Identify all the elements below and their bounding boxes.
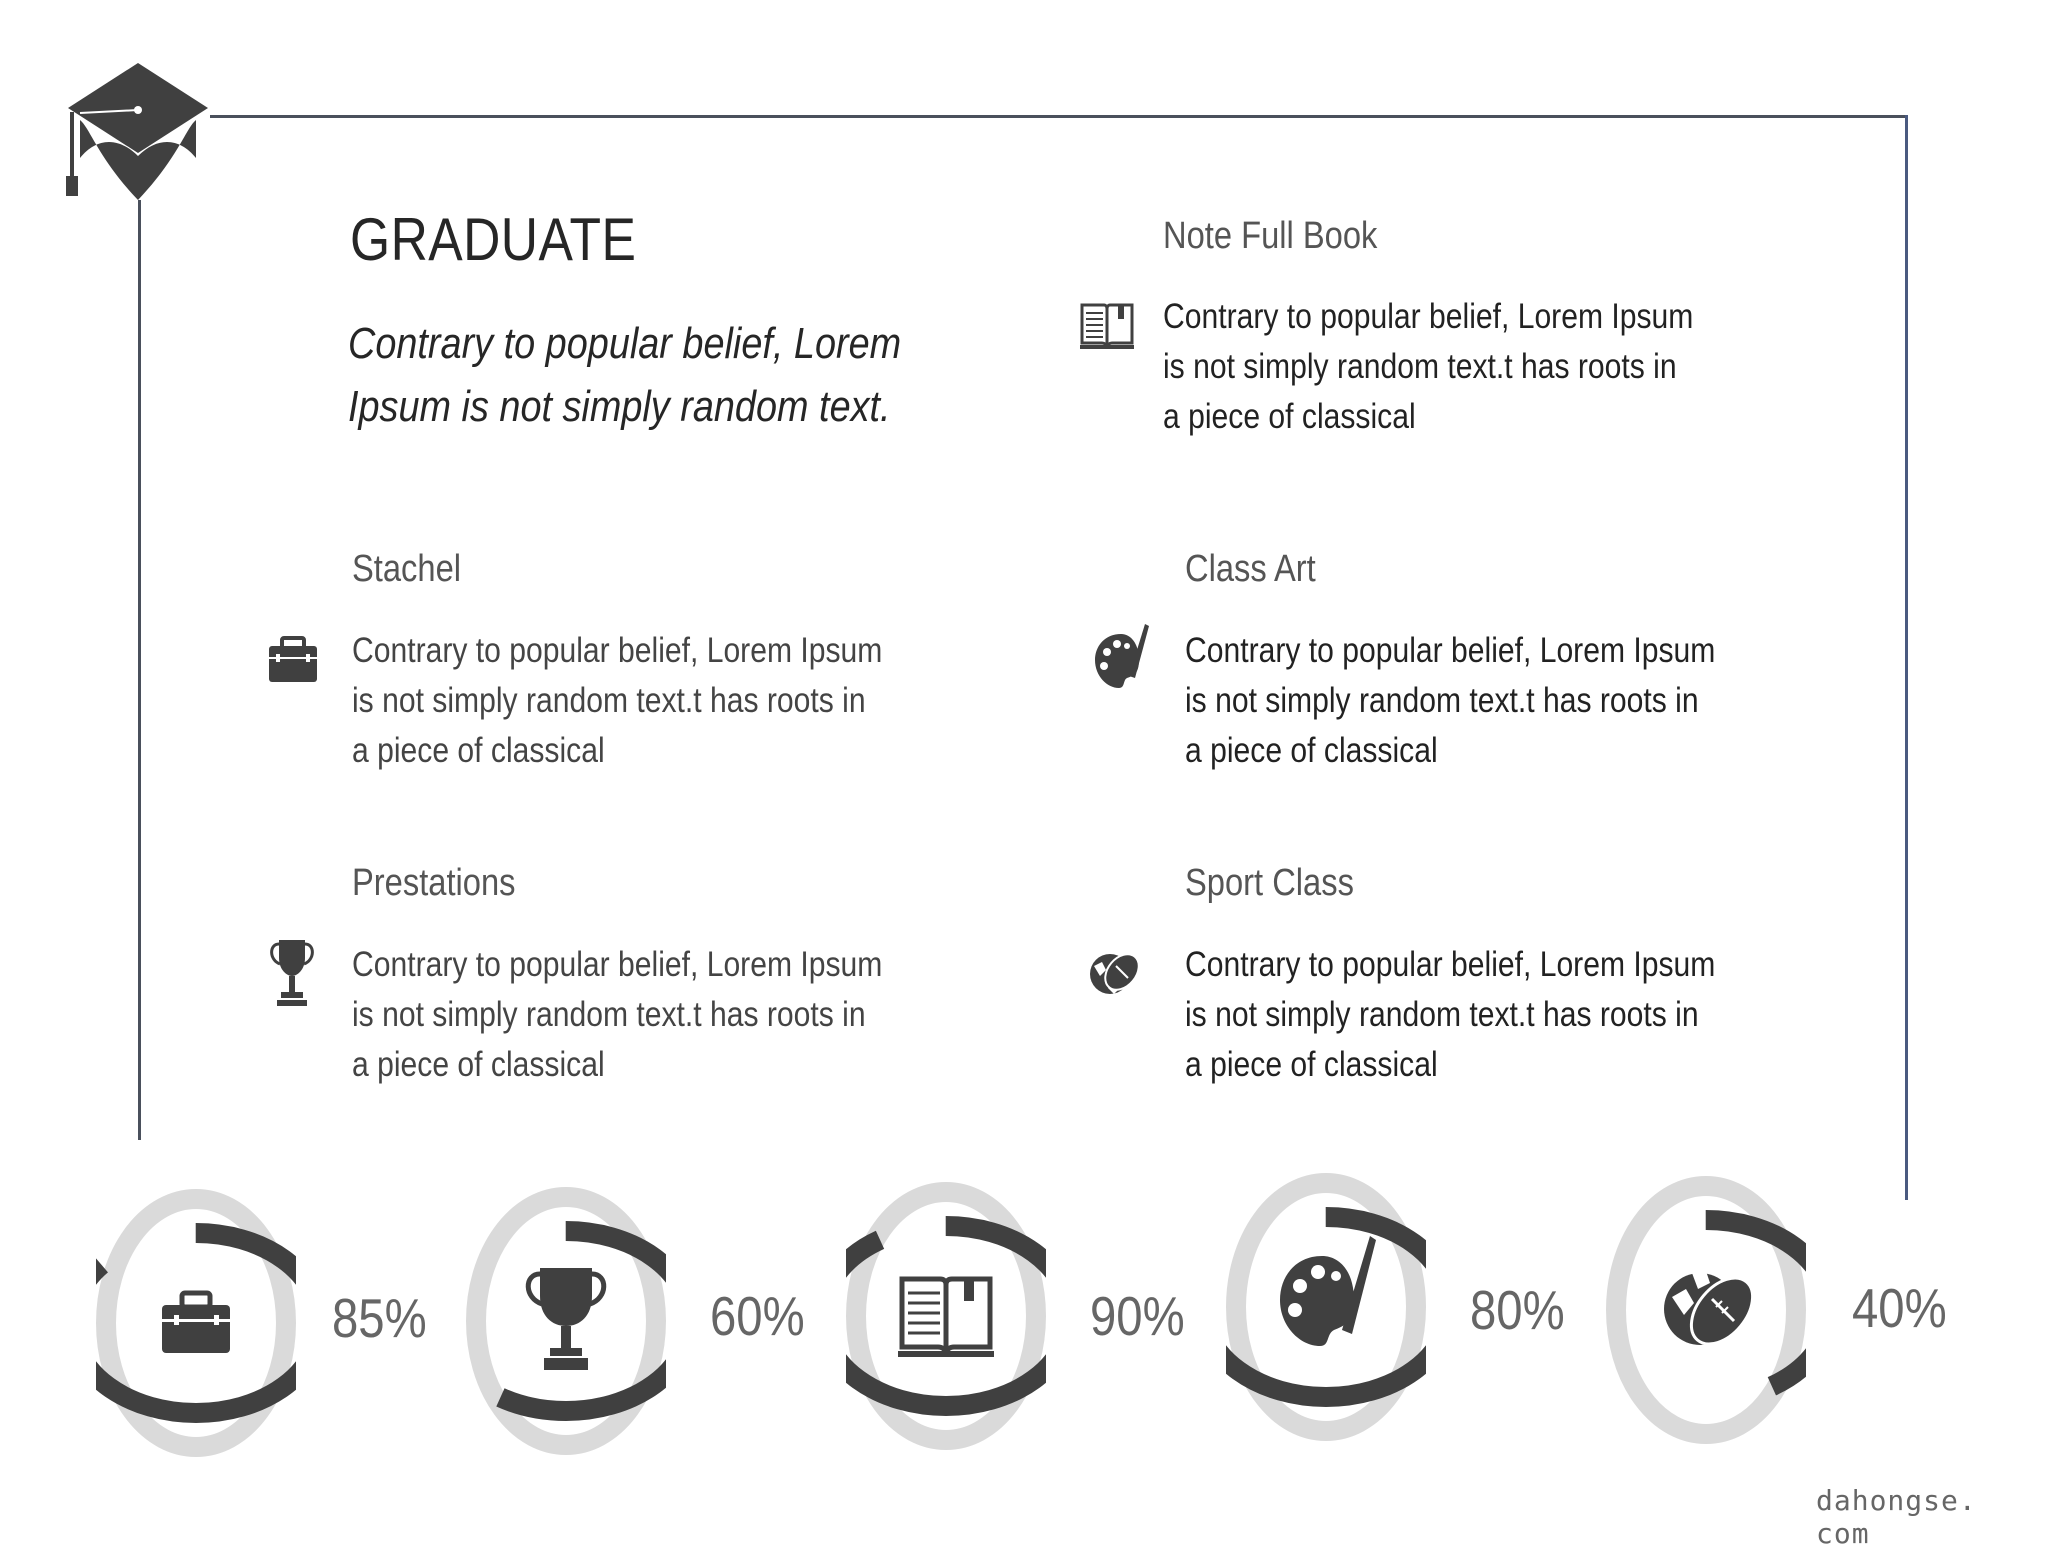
sport-ball-icon: [1664, 1266, 1765, 1355]
progress-ring-sport-class: [1606, 1175, 1806, 1445]
trophy-icon: [265, 936, 319, 1010]
progress-label-stachel: 85%: [332, 1287, 427, 1349]
section-heading-stachel: Stachel: [352, 548, 462, 590]
frame-right-line: [1905, 115, 1908, 1200]
section-heading-class-art: Class Art: [1185, 548, 1316, 590]
briefcase-icon: [266, 632, 320, 686]
progress-label-class-art: 80%: [1470, 1279, 1565, 1341]
progress-ring-class-art: [1226, 1172, 1426, 1442]
palette-icon: [1280, 1236, 1376, 1346]
book-icon: [898, 1279, 994, 1357]
section-body-stachel: Contrary to popular belief, Lorem Ipsum is not simply random text.t has roots in a piece of classical: [352, 631, 883, 770]
progress-ring-prestations: [466, 1186, 666, 1456]
section-body-sport-class: Contrary to popular belief, Lorem Ipsum is not simply random text.t has roots in a piece of classical: [1185, 945, 1716, 1084]
watermark: dahongse. com: [1816, 1484, 1977, 1550]
section-heading-prestations: Prestations: [352, 862, 516, 904]
briefcase-icon: [162, 1293, 230, 1353]
page-title: GRADUATE: [350, 206, 637, 273]
trophy-icon: [528, 1268, 604, 1370]
section-heading-sport-class: Sport Class: [1185, 862, 1354, 904]
progress-label-sport-class: 40%: [1852, 1277, 1947, 1339]
section-body-class-art: Contrary to popular belief, Lorem Ipsum is not simply random text.t has roots in a piece of classical: [1185, 631, 1716, 770]
sport-ball-icon: [1088, 948, 1140, 1000]
section-body-note-full-book: Contrary to popular belief, Lorem Ipsum is not simply random text.t has roots in a piece of classical: [1163, 297, 1694, 436]
palette-icon: [1093, 622, 1151, 694]
progress-label-note-full-book: 90%: [1090, 1285, 1185, 1347]
section-body-prestations: Contrary to popular belief, Lorem Ipsum is not simply random text.t has roots in a piece of classical: [352, 945, 883, 1084]
graduation-cap-icon: [58, 58, 218, 208]
section-heading-note-full-book: Note Full Book: [1163, 215, 1378, 257]
frame-left-line: [138, 200, 141, 1140]
progress-ring-stachel: [96, 1188, 296, 1458]
book-icon: [1078, 295, 1136, 353]
progress-label-prestations: 60%: [710, 1285, 805, 1347]
page-subtitle: Contrary to popular belief, Lorem Ipsum is not simply random text.: [348, 319, 902, 431]
frame-top-line: [210, 115, 1908, 118]
progress-ring-note-full-book: [846, 1181, 1046, 1451]
